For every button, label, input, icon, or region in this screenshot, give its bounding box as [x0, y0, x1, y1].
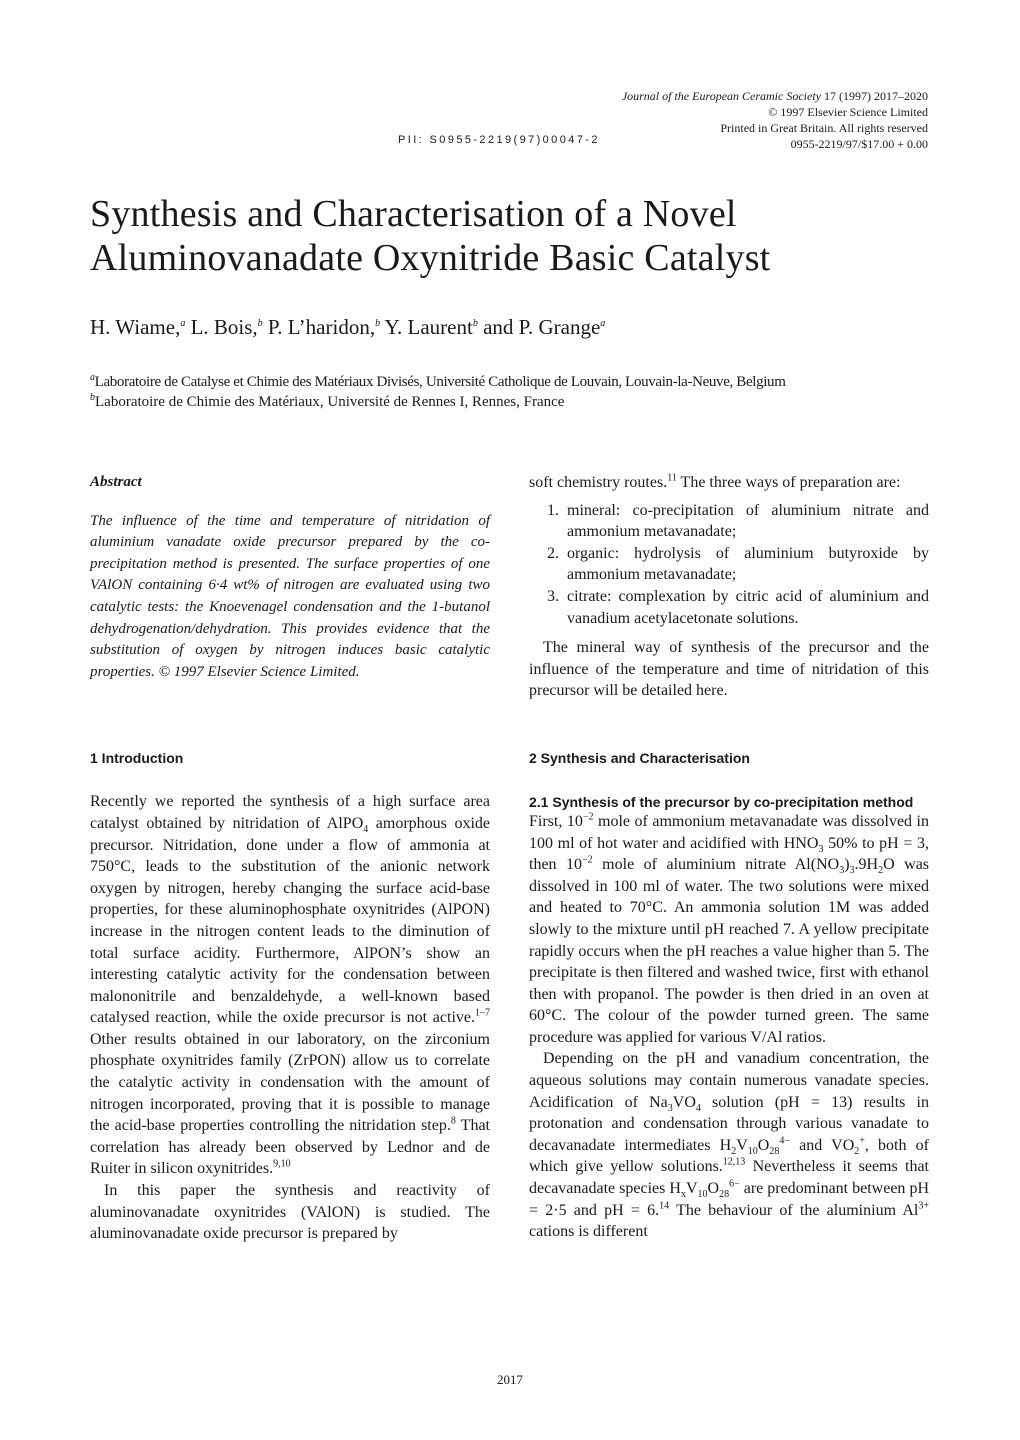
subscript: 2: [854, 1146, 860, 1158]
citation: 12,13: [722, 1157, 746, 1169]
body-text: Nevertheless it seems that decavanadate species H: [529, 1158, 929, 1198]
mineral-paragraph: The mineral way of synthesis of the precursor and the influence of the temperature and time of nitridation of this precursor will be detailed here.: [529, 639, 929, 700]
abstract-text: The influence of the time and temperature of nitridation of aluminium vanadate oxide precursor prepared by the co-precipitation method is presented. The surface properties of one VAlON containing 6·4 wt% of nitrogen are evaluated using two catalytic tests: the Knoevenagel condensation and the 1-butanol dehydrogenation/dehydration. This provides evidence that the substitution of oxygen by nitrogen induces basic catalytic properties. © 1997 Elsevier Science Limited.: [90, 512, 490, 680]
title-line-2: Aluminovanadate Oxynitride Basic Catalyst: [90, 237, 771, 279]
superscript: 4−: [779, 1135, 790, 1147]
paper-title: [90, 192, 770, 280]
body-text: ): [844, 856, 850, 874]
affiliation-a: Laboratoire de Catalyse et Chimie des Matériaux Divisés, Université Catholique de Louvain, Louvain-la-Neuve, Belgium: [94, 374, 786, 390]
right-column: [529, 472, 929, 1243]
intro-text: Other results obtained in our laboratory, on the zirconium phosphate oxynitrides family (ZrPON) allow us to correlate the catalytic activity in condensation with the amount of nitrogen incorporated, proving that it is possible to manage the acid-base properties controlling the nitridation step.: [90, 1030, 490, 1135]
citation: 8: [450, 1115, 456, 1127]
prep-intro-paragraph: [529, 472, 929, 494]
subscript: 3: [839, 865, 845, 877]
author-sup: b: [375, 318, 381, 329]
superscript: 6−: [729, 1178, 740, 1190]
body-text: are predominant between pH = 2·5 and pH = 6.: [529, 1180, 929, 1219]
author-laurent: Y. Laurent: [380, 315, 473, 339]
subscript: 10: [697, 1189, 708, 1201]
citation: 9,10: [273, 1159, 291, 1171]
synthesis-paragraph: [529, 811, 929, 1049]
author-sup: a: [180, 318, 186, 329]
subscript: 3: [667, 1102, 673, 1114]
left-column: [90, 472, 490, 1245]
citation: 11: [667, 472, 677, 484]
author-sup: b: [257, 318, 263, 329]
citation: 14: [659, 1200, 670, 1212]
title-line-1: Synthesis and Characterisation of a Novel: [90, 193, 737, 235]
subscript: 3: [818, 843, 824, 855]
author-wiame: H. Wiame,: [90, 315, 181, 339]
affiliation-b: Laboratoire de Chimie des Matériaux, Université de Rennes I, Rennes, France: [95, 394, 565, 410]
body-text: solution (pH = 13) results in protonation and condensation through various vanadate to decavanadate intermediates H: [529, 1093, 929, 1154]
body-text: .9H: [854, 856, 879, 874]
section-2-heading: 2 Synthesis and Characterisation: [529, 749, 750, 766]
affiliation-sup: b: [90, 392, 95, 403]
author-lharidon: P. L’haridon,: [262, 315, 376, 339]
author-bois: L. Bois,: [185, 315, 258, 339]
pii-code: PII: S0955-2219(97)00047-2: [398, 134, 600, 146]
abstract-heading: Abstract: [90, 474, 142, 490]
author-sup: a: [600, 318, 606, 329]
journal-name: Journal of the European Ceramic Society: [621, 89, 821, 103]
price-line: 0955-2219/97/$17.00 + 0.00: [790, 137, 928, 151]
intro-text: amorphous oxide precursor. Nitridation, done under a flow of ammonia at 750°C, leads to the substitution of the anionic network oxygen by nitrogen, hereby changing the surface acid-base properties, for these aluminophosphate oxynitrides (AlPON) increase in the nitrogen content leads to the diminution of total surface acidity. Furthermore, AlPON’s show an interesting catalytic activity for the condensation between malononitrile and benzaldehyde, a well-known based catalysed reaction, while the oxide precursor is not active.: [90, 814, 490, 1027]
author-sup: b: [472, 318, 478, 329]
subscript: 28: [769, 1146, 780, 1158]
body-text: O was dissolved in 100 ml of water. The two solutions were mixed and heated to 70°C. An ammonia solution 1M was added slowly to the mixture until pH reached 7. A yellow precipitate rapidly occurs when the pH reaches a value higher than 5. The precipitate is then filtered and washed twice, first with ethanol then with propanol. The powder is then dried in an oven at 60°C. The colour of the powder turned green. The same procedure was applied for various V/Al ratios.: [529, 856, 930, 1046]
intro-text: That correlation has already been observed by Lednor and de Ruiter in silicon oxynitrides.: [90, 1117, 490, 1178]
vanadate-paragraph: [529, 1048, 929, 1242]
body-text: V: [685, 1180, 698, 1198]
subscript: 2: [878, 865, 884, 877]
affiliations: [90, 372, 940, 412]
subscript: 28: [719, 1189, 730, 1201]
subscript: 4: [363, 824, 369, 836]
body-text: and VO: [790, 1136, 855, 1154]
author-list: [90, 314, 605, 340]
body-text: mole of aluminium nitrate Al(NO: [592, 856, 840, 874]
journal-header: [622, 88, 928, 152]
body-text: cations is different: [529, 1223, 648, 1241]
body-text: The three ways of preparation are:: [676, 474, 901, 491]
body-text: V: [736, 1136, 748, 1154]
page-number: 2017: [497, 1372, 523, 1387]
subscript: 2: [731, 1146, 737, 1158]
body-text: VO: [672, 1093, 696, 1111]
subscript: x: [680, 1189, 686, 1201]
superscript: −2: [582, 854, 593, 866]
body-text: Depending on the pH and vanadium concentration, the aqueous solutions may contain numerous vanadate species. Acidification of Na: [529, 1050, 929, 1111]
subscript: 10: [747, 1146, 758, 1158]
section-2-1-heading: 2.1 Synthesis of the precursor by co-precipitation method: [529, 793, 914, 810]
volume-info: 17 (1997) 2017–2020: [824, 89, 928, 103]
superscript: +: [859, 1135, 865, 1147]
intro-paragraph-2: In this paper the synthesis and reactivity of aluminovanadate oxynitrides (VAlON) is studied. The aluminovanadate oxide precursor is prepared by: [90, 1182, 490, 1243]
subscript: 4: [695, 1102, 701, 1114]
body-text: mole of ammonium metavanadate was dissolved in 100 ml of hot water and acidified with HNO: [529, 812, 930, 852]
body-text: soft chemistry routes.: [529, 474, 668, 491]
superscript: 3+: [918, 1200, 929, 1212]
preparation-list: [529, 500, 929, 630]
superscript: −2: [582, 811, 594, 823]
intro-paragraph-1: [90, 791, 490, 1180]
section-1-heading: 1 Introduction: [90, 750, 184, 767]
citation: 1–7: [475, 1007, 490, 1019]
body-text: First, 10: [529, 812, 583, 830]
body-text: The behaviour of the aluminium Al: [669, 1201, 919, 1219]
subscript: 3: [849, 865, 855, 877]
body-text: , both of which give yellow solutions.: [529, 1136, 929, 1176]
body-text: 50% to pH = 3, then 10: [529, 834, 929, 874]
affiliation-sup: a: [90, 372, 95, 383]
list-item: 3. citrate: complexation by citric acid of aluminium and vanadium acetylacetonate solutions.: [563, 586, 929, 629]
body-text: O: [757, 1136, 770, 1154]
copyright-line: © 1997 Elsevier Science Limited: [768, 105, 928, 119]
printed-line: Printed in Great Britain. All rights reserved: [720, 121, 928, 135]
body-text: O: [707, 1180, 720, 1198]
list-item: 2. organic: hydrolysis of aluminium butyroxide by ammonium metavanadate;: [563, 543, 929, 586]
intro-text: Recently we reported the synthesis of a high surface area catalyst obtained by nitridation of AlPO: [90, 793, 490, 832]
list-item: 1. mineral: co-precipitation of aluminium nitrate and ammonium metavanadate;: [563, 500, 929, 543]
author-grange: and P. Grange: [477, 315, 601, 339]
